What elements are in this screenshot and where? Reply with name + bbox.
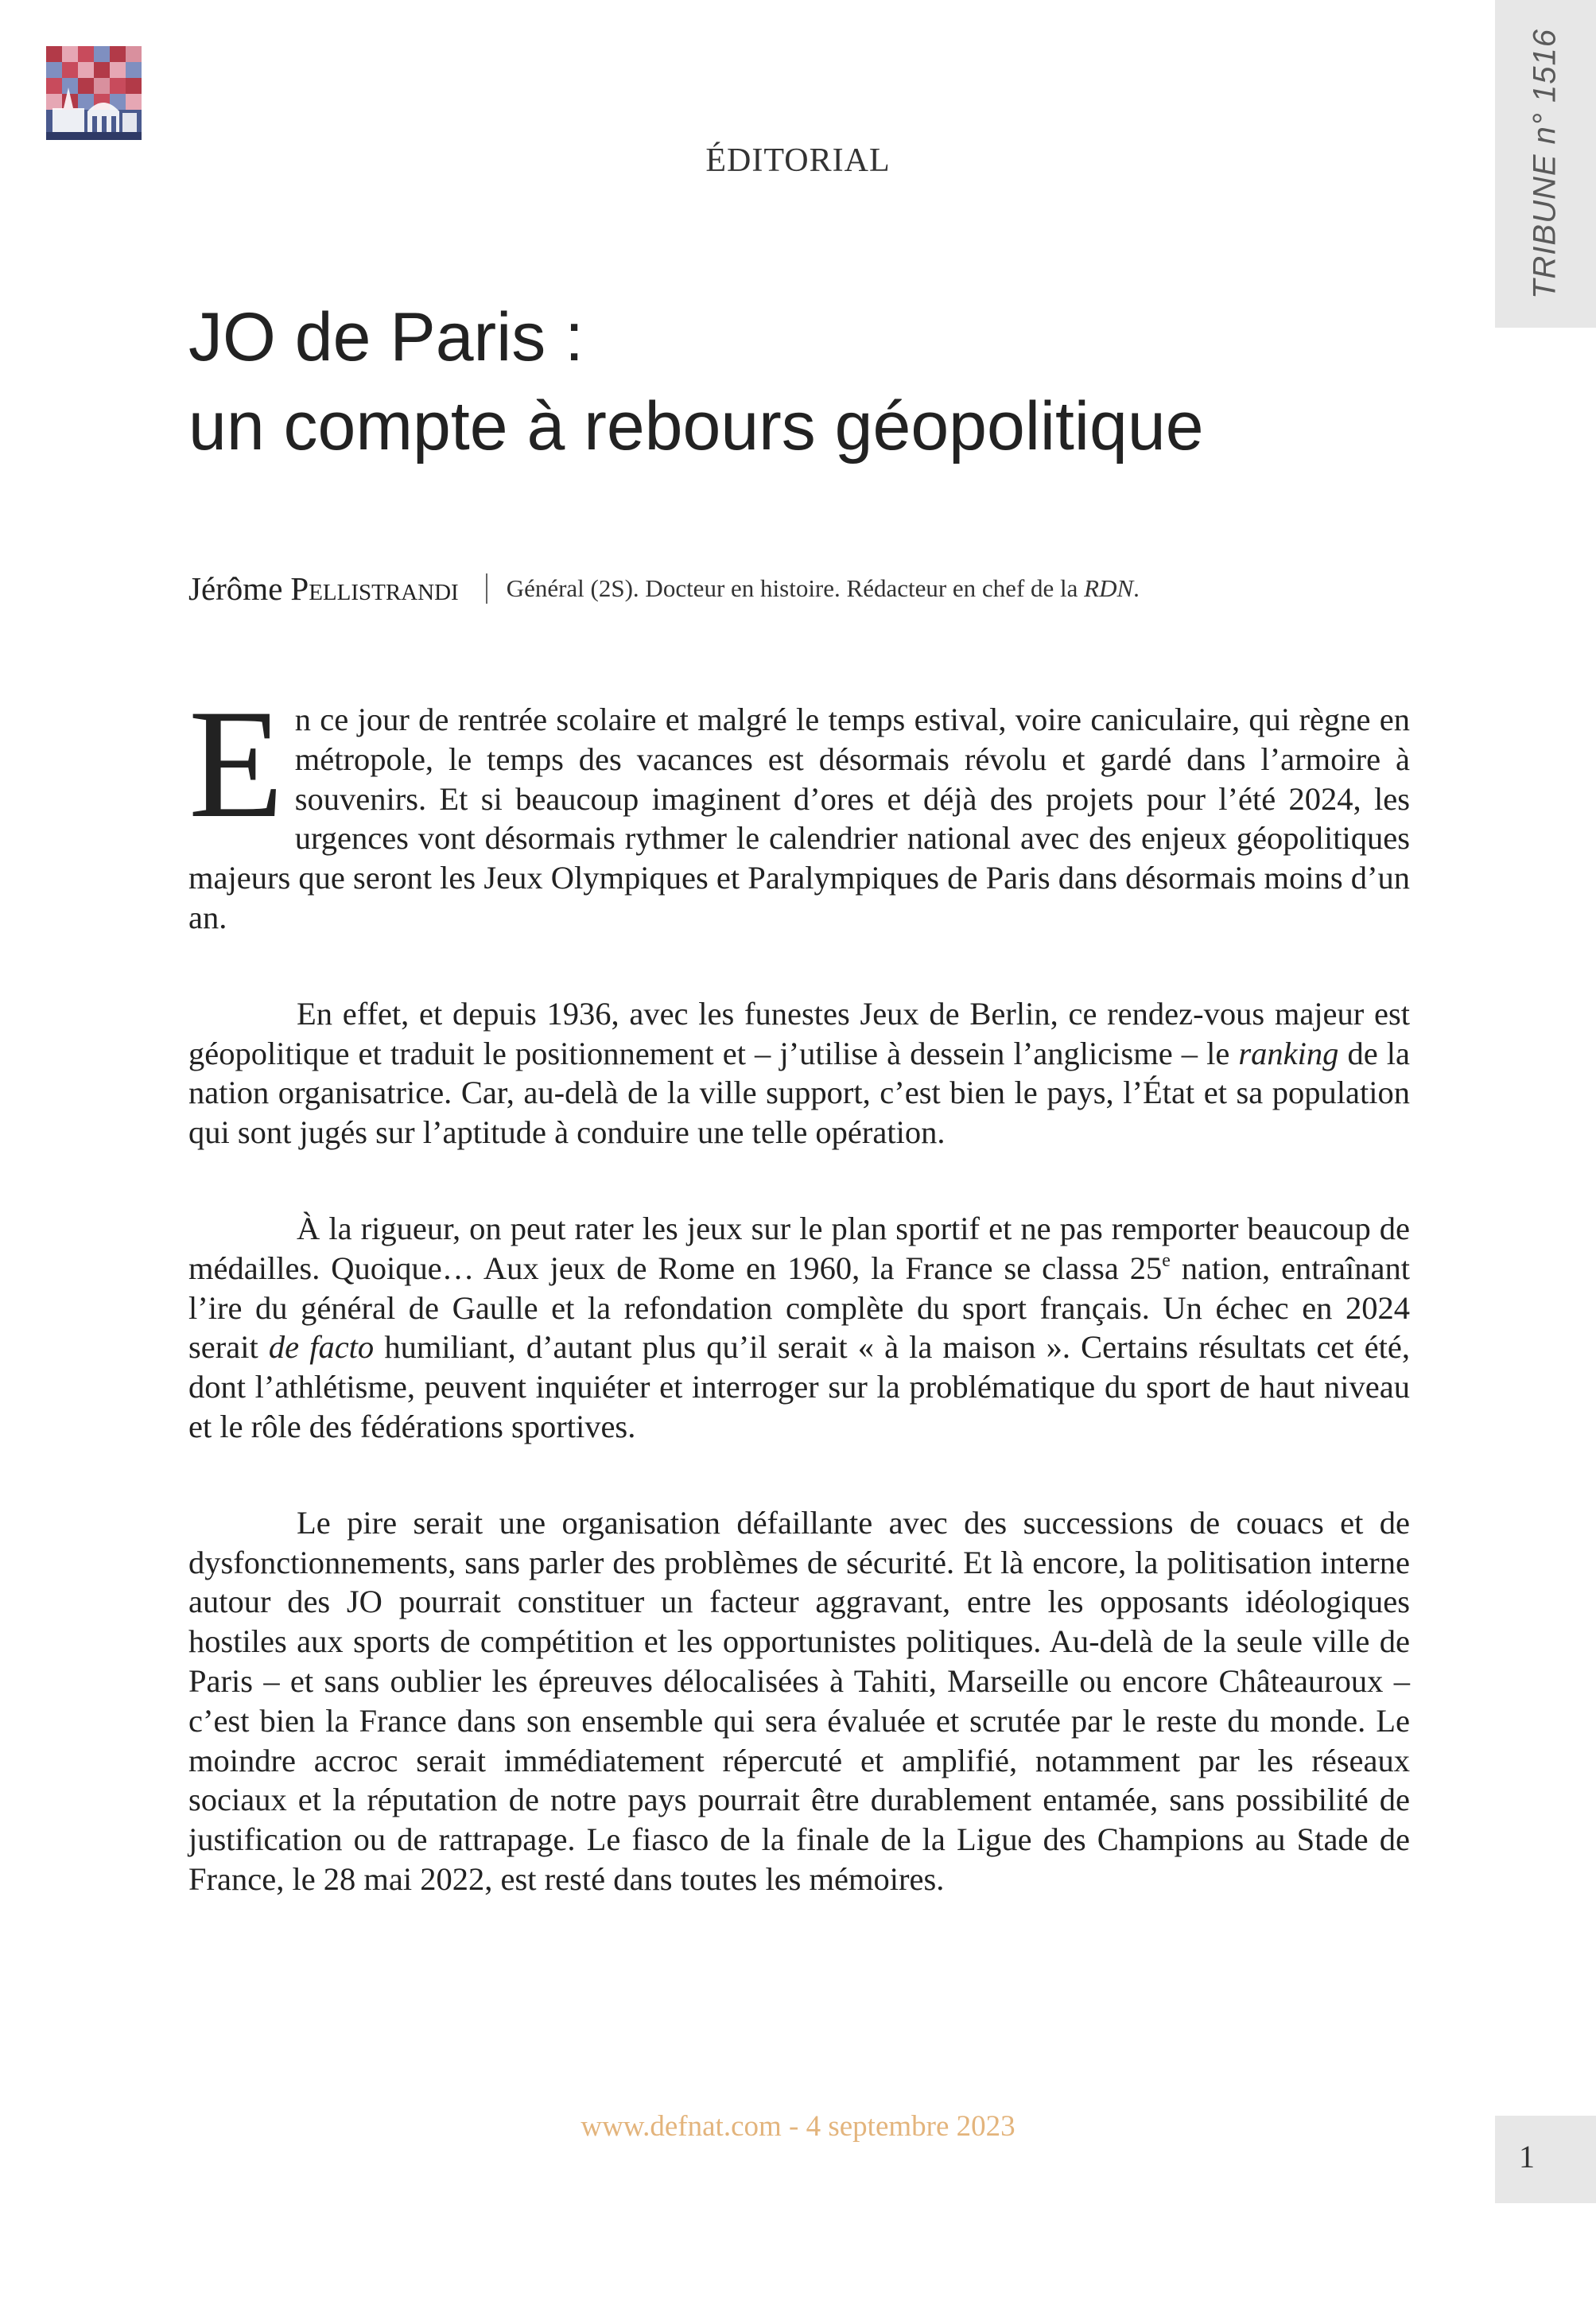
footer-site-date: www.defnat.com - 4 septembre 2023 [581,2110,1015,2143]
publication-logo [46,46,142,140]
paragraph-1 [188,678,1410,938]
byline-divider [486,573,487,604]
paragraph-1-text: n ce jour de rentrée scolaire et malgré le temps estival, voire caniculaire, qui règne en métropole, le temps des vacances est désormais révolu et gardé dans l’armoire à souvenirs. Et si beaucoup imaginent d’ores et déjà des projets pour l’été 2024, les urgences vont désormais rythmer le calendrier national avec des enjeux géopolitiques majeurs que seront les Jeux Olympiques et Paralympiques de Paris dans désormais moins d’un an. [188,702,1410,935]
page-number: 1 [1519,2139,1535,2175]
article-title [188,293,1461,471]
author-description [507,574,1140,603]
title-line-2: un compte à rebours géopolitique [188,388,1204,464]
paragraph-4-text: Le pire serait une organisation défaillante avec des successions de couacs et de dysfonctionnements, sans parler des problèmes de sécurité. Et là encore, la politisation interne autour des JO pourrait constituer un facteur aggravant, entre les opposants idéologiques hostiles aux sports de compétition et les opportunistes politiques. Au-delà de la seule ville de Paris – et sans oublier les épreuves délocalisées à Tahiti, Marseille ou encore Châteauroux – c’est bien la France dans son ensemble qui sera évaluée et scrutée par le reste du monde. Le moindre accroc serait immédiatement répercuté et amplifié, notamment par les réseaux sociaux et la réputation de notre pays pourrait être durablement entamée, sans possibilité de justification ou de rattrapage. Le fiasco de la finale de la Ligue des Champions au Stade de France, le 28 mai 2022, est resté dans toutes les mémoires. [188,1504,1410,1897]
title-line-1: JO de Paris : [188,299,584,375]
paragraph-3-text-a: À la rigueur, on peut rater les jeux sur le plan sportif et ne pas remporter beaucoup de médailles. Quoique… Aux jeux de Rome en 1960, la France se classa 25 [188,1210,1410,1286]
author-desc-text: Général (2S). Docteur en histoire. Rédacteur en chef de la [506,574,1078,602]
author-byline [188,569,1413,608]
article-body [188,678,1411,1956]
paragraph-3-text-b: nation, entraînant l’ire du général de Gaulle et la refondation complète du sport français. Un échec en 2024 serait [188,1250,1411,1366]
section-label: ÉDITORIAL [705,142,891,179]
drop-cap: E [188,678,284,850]
author-first-name: Jérôme [188,570,283,607]
tribune-number-label: TRIBUNE n° 1516 [1527,28,1563,300]
paragraph-2 [188,994,1410,1152]
author-desc-journal: RDN [1084,574,1134,602]
paragraph-2-text-a: En effet, et depuis 1936, avec les funestes Jeux de Berlin, ce rendez-vous majeur est géopolitique et traduit le positionnement et – j’utilise à dessein l’anglicisme – le [188,995,1410,1071]
paragraph-2-text-b: de la nation organisatrice. Car, au-delà de la ville support, c’est bien le pays, l’État et sa population qui sont jugés sur l’aptitude à conduire une telle opération. [188,1035,1410,1151]
paragraph-2-italic: ranking [1238,1035,1339,1071]
paragraph-3-superscript: e [1162,1250,1171,1271]
paragraph-3 [188,1209,1410,1447]
paragraph-4 [188,1503,1410,1899]
paragraph-3-text-c: humiliant, d’autant plus qu’il serait « à la maison ». Certains résultats cet été, dont l’athlétisme, peuvent inquiéter et interroger sur la problématique du sport de haut niveau et le rôle des fédérations sportives. [188,1329,1410,1444]
author-last-name: Pellistrandi [290,570,459,607]
author-desc-end: . [1133,574,1140,602]
paragraph-3-italic: de facto [268,1329,375,1366]
